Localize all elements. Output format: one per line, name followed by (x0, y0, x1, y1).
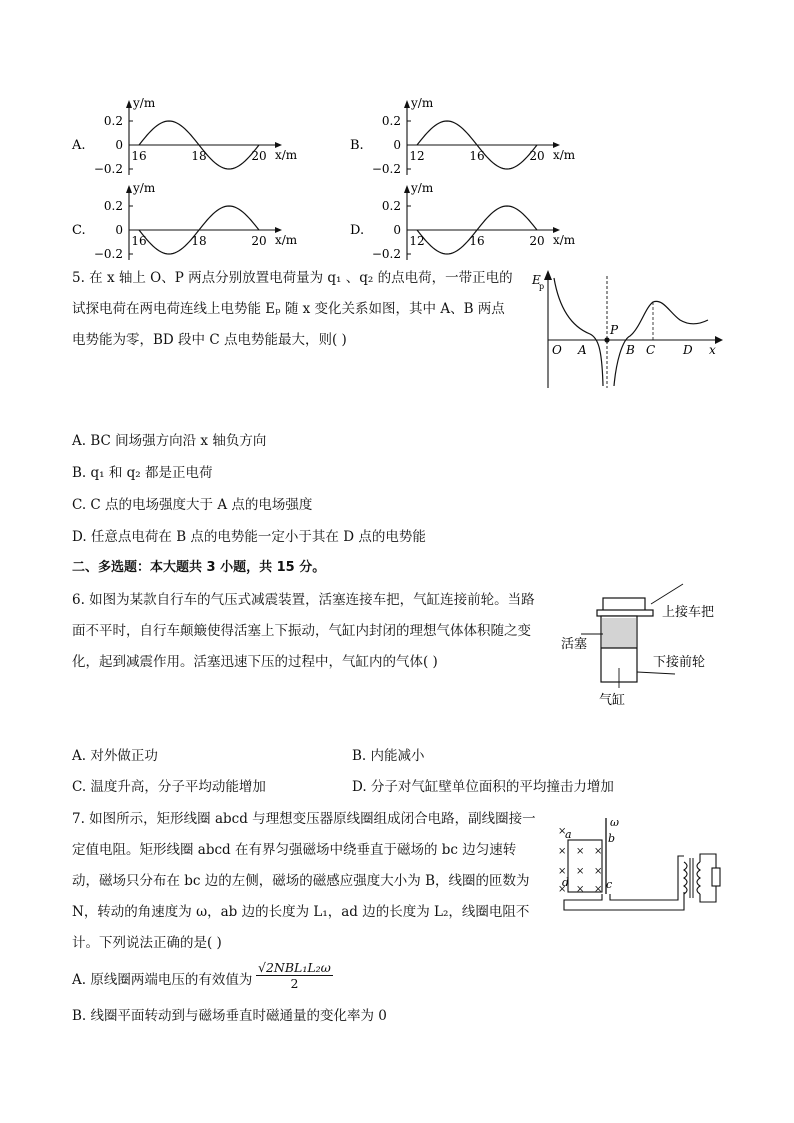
resistor (712, 868, 720, 886)
svg-text:×: × (594, 884, 603, 895)
x-tick-label: 18 (191, 234, 207, 248)
svg-text:×: × (558, 866, 567, 877)
wave-option-b (350, 96, 576, 176)
q7-line-5: 计。下列说法正确的是( ) (72, 935, 222, 951)
label-d: d (562, 876, 570, 889)
section-heading-multiple-choice: 二、多选题：本大题共 3 小题，共 15 分。 (72, 560, 326, 575)
svg-text:×: × (576, 866, 585, 877)
svg-text:×: × (594, 846, 603, 857)
point-p-dot (604, 337, 609, 342)
ep-axis-label: E (532, 273, 541, 287)
y-tick-label: 0 (393, 138, 401, 152)
q7-line-3: 动，磁场只分布在 bc 边的左侧，磁场的磁感应强度大小为 B，线圈的匝数为 (72, 873, 530, 889)
label-d: D (683, 343, 693, 357)
label-a: A (578, 343, 587, 357)
svg-text:×: × (558, 826, 567, 837)
q6-option-c: C. 温度升高，分子平均动能增加 (72, 779, 266, 795)
svg-text:×: × (558, 846, 567, 857)
y-tick-label: 0 (393, 223, 401, 237)
x-tick-label: 12 (409, 234, 425, 248)
q7-option-b: B. 线圈平面转动到与磁场垂直时磁通量的变化率为 0 (72, 1008, 387, 1024)
option-letter: D. (350, 223, 365, 238)
q7-option-a (72, 970, 252, 990)
label-piston: 活塞 (561, 637, 588, 652)
wave-option-c (72, 181, 298, 261)
q6-option-b: B. 内能减小 (352, 748, 425, 764)
q7-line-4: N，转动的角速度为 ω，ab 边的长度为 L₁，ad 边的长度为 L₂，线圈电阻不 (72, 904, 530, 920)
label-cylinder: 气缸 (599, 693, 626, 708)
wave-options (0, 0, 794, 270)
y-tick-label: 0.2 (103, 199, 123, 213)
y-axis-label: y/m (133, 181, 156, 195)
label-top-handlebar: 上接车把 (662, 605, 715, 620)
q6-line-3: 化，起到减震作用。活塞迅速下压的过程中，气缸内的气体( ) (72, 654, 438, 670)
y-tick-label: 0 (115, 223, 123, 237)
y-tick-label: −0.2 (371, 162, 401, 176)
y-tick-label: −0.2 (93, 162, 123, 176)
x-tick-label: 16 (469, 149, 485, 163)
label-b: b (608, 832, 616, 845)
y-tick-label: −0.2 (371, 247, 401, 261)
q5-option-c: C. C 点的电场强度大于 A 点的电场强度 (72, 497, 313, 513)
fraction-denominator: 2 (290, 976, 299, 991)
q6-line-1: 6. 如图为某款自行车的气压式减震装置，活塞连接车把，气缸连接前轮。当路 (72, 592, 535, 608)
fraction-numerator: √2NBL₁L₂ω (258, 960, 331, 975)
transformer-coil-figure (550, 812, 740, 917)
q5-option-b: B. q₁ 和 q₂ 都是正电荷 (72, 465, 213, 481)
piston-shape (602, 618, 636, 648)
label-c: C (646, 343, 656, 357)
x-tick-label: 20 (251, 149, 267, 163)
x-tick-label: 20 (529, 234, 545, 248)
q7-option-a-fraction (256, 960, 333, 991)
x-tick-label: 16 (131, 149, 147, 163)
q6-line-2: 面不平时，自行车颠簸使得活塞上下振动，气缸内封闭的理想气体体积随之变 (72, 623, 531, 639)
q5-line-2: 试探电荷在两电荷连线上电势能 Eₚ 随 x 变化关系如图，其中 A、B 两点 (72, 301, 505, 317)
wave-option-d (350, 181, 576, 261)
label-omega: ω (610, 816, 619, 829)
q5-line-3: 电势能为零，BD 段中 C 点电势能最大，则( ) (72, 332, 347, 348)
label-p: P (610, 323, 619, 337)
q5-option-a: A. BC 间场强方向沿 x 轴负方向 (72, 433, 267, 449)
svg-text:×: × (576, 884, 585, 895)
x-axis-label: x/m (553, 233, 576, 247)
label-a: a (565, 828, 572, 841)
option-letter: A. (72, 138, 86, 153)
option-letter: C. (72, 223, 86, 238)
q5-line-1: 5. 在 x 轴上 O、P 两点分别放置电荷量为 q₁ 、q₂ 的点电荷，一带正电的 (72, 270, 513, 286)
shock-absorber-figure (555, 582, 755, 712)
svg-text:×: × (576, 846, 585, 857)
x-tick-label: 20 (251, 234, 267, 248)
y-tick-label: 0.2 (381, 199, 401, 213)
y-tick-label: 0 (115, 138, 123, 152)
y-axis-label: y/m (411, 181, 434, 195)
option-letter: B. (350, 138, 364, 153)
primary-coil (684, 862, 687, 894)
ep-axis-sub: p (539, 282, 545, 291)
x-tick-label: 16 (469, 234, 485, 248)
y-tick-label: 0.2 (103, 114, 123, 128)
q7-option-a-text: A. 原线圈两端电压的有效值为 (72, 972, 253, 988)
secondary-coil (697, 862, 700, 894)
curve-left-branch (554, 278, 603, 386)
svg-text:×: × (594, 866, 603, 877)
q7-line-2: 定值电阻。矩形线圈 abcd 在有界匀强磁场中绕垂直于磁场的 bc 边匀速转 (72, 842, 517, 858)
potential-energy-graph (530, 268, 730, 393)
y-axis-label: y/m (411, 96, 434, 110)
y-axis-label: y/m (133, 96, 156, 110)
x-tick-label: 20 (529, 149, 545, 163)
x-axis-label: x/m (275, 148, 298, 162)
label-b: B (626, 343, 635, 357)
wave-graphs-svg (0, 0, 794, 270)
x-tick-label: 18 (191, 149, 207, 163)
q7-line-1: 7. 如图所示，矩形线圈 abcd 与理想变压器原线圈组成闭合电路，副线圈接一 (72, 811, 536, 827)
wave-option-a (71, 96, 298, 176)
label-o: O (552, 343, 562, 357)
y-tick-label: 0.2 (381, 114, 401, 128)
label-front-wheel: 下接前轮 (653, 655, 706, 670)
label-c: c (606, 878, 613, 891)
y-tick-label: −0.2 (93, 247, 123, 261)
x-axis-label: x/m (275, 233, 298, 247)
x-tick-label: 12 (409, 149, 425, 163)
x-axis-label: x (709, 343, 716, 357)
q5-option-d: D. 任意点电荷在 B 点的电势能一定小于其在 D 点的电势能 (72, 529, 426, 545)
q6-option-d: D. 分子对气缸壁单位面积的平均撞击力增加 (352, 779, 614, 795)
x-tick-label: 16 (131, 234, 147, 248)
q6-option-a: A. 对外做正功 (72, 748, 158, 764)
svg-text:×: × (558, 884, 567, 895)
x-axis-label: x/m (553, 148, 576, 162)
